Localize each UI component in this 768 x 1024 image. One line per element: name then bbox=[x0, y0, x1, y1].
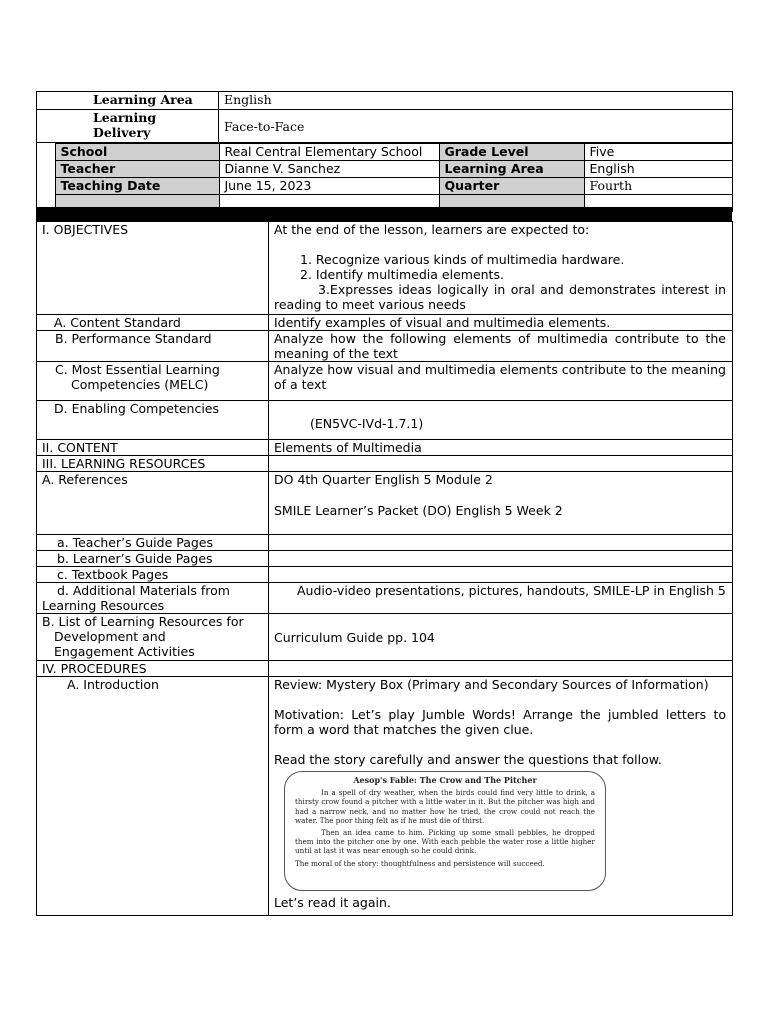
learner-guide-row bbox=[37, 551, 733, 567]
melc-label bbox=[37, 362, 269, 401]
read-again-text: Let’s read it again. bbox=[274, 895, 391, 910]
reference-1: DO 4th Quarter English 5 Module 2 bbox=[274, 472, 493, 487]
quarter-value: Fourth bbox=[584, 178, 733, 195]
teacher-value: Dianne V. Sanchez bbox=[219, 161, 439, 178]
objective-item-1: 1. Recognize various kinds of multimedia hardware. bbox=[300, 252, 625, 267]
additional-label-line2: Learning Resources bbox=[42, 598, 165, 613]
melc-label-line1: C. Most Essential Learning bbox=[55, 362, 220, 377]
list-resources-label-line1: B. List of Learning Resources for bbox=[42, 614, 244, 629]
header-table bbox=[36, 91, 733, 212]
melc-value: Analyze how visual and multimedia elements contribute to the meaning of a text bbox=[269, 362, 733, 401]
additional-materials-label bbox=[37, 583, 269, 614]
list-resources-label-line2: Development and bbox=[54, 629, 166, 644]
learning-delivery-label-line1: Learning bbox=[93, 110, 157, 125]
learning-delivery-label-line2: Delivery bbox=[93, 125, 151, 140]
objectives-intro: At the end of the lesson, learners are expected to: bbox=[274, 222, 590, 237]
learning-area-value: English bbox=[219, 92, 733, 110]
grade-level-value: Five bbox=[584, 144, 733, 161]
teacher-guide-value bbox=[269, 535, 733, 551]
introduction-label: A. Introduction bbox=[37, 677, 269, 916]
textbook-label: c. Textbook Pages bbox=[37, 567, 269, 583]
lesson-plan-table bbox=[36, 221, 733, 916]
fable-title: Aesop's Fable: The Crow and The Pitcher bbox=[353, 775, 537, 785]
performance-standard-label: B. Performance Standard bbox=[37, 331, 269, 362]
fable-moral: The moral of the story: thoughtfulness and persistence will succeed. bbox=[295, 858, 545, 868]
teacher-guide-label: a. Teacher’s Guide Pages bbox=[37, 535, 269, 551]
objective-item-3: 3.Expresses ideas logically in oral and demonstrates interest in reading to meet various needs bbox=[274, 282, 726, 312]
textbook-value bbox=[269, 567, 733, 583]
review-text: Review: Mystery Box (Primary and Secondary Sources of Information) bbox=[274, 677, 709, 692]
procedures-label: IV. PROCEDURES bbox=[37, 661, 269, 677]
resources-label: III. LEARNING RESOURCES bbox=[37, 456, 269, 472]
resources-row bbox=[37, 456, 733, 472]
melc-row bbox=[37, 362, 733, 401]
enabling-row bbox=[37, 401, 733, 440]
school-label: School bbox=[55, 144, 219, 161]
meta-container bbox=[37, 143, 733, 213]
content-label: II. CONTENT bbox=[37, 440, 269, 456]
content-standard-row bbox=[37, 315, 733, 331]
enabling-cell bbox=[269, 401, 733, 440]
additional-materials-row bbox=[37, 583, 733, 614]
references-label: A. References bbox=[37, 472, 269, 535]
performance-standard-row bbox=[37, 331, 733, 362]
quarter-label: Quarter bbox=[439, 178, 584, 195]
learning-area-meta-value: English bbox=[584, 161, 733, 178]
learning-area-row bbox=[37, 92, 733, 110]
motivation-text: Motivation: Let’s play Jumble Words! Arrange the jumbled letters to form a word that matches the given clue. bbox=[274, 707, 726, 737]
objectives-content bbox=[269, 222, 733, 315]
grade-level-label: Grade Level bbox=[439, 144, 584, 161]
content-standard-label: A. Content Standard bbox=[37, 315, 269, 331]
learning-delivery-value: Face-to-Face bbox=[219, 110, 733, 143]
school-value: Real Central Elementary School bbox=[219, 144, 439, 161]
teacher-guide-row bbox=[37, 535, 733, 551]
meta-table bbox=[37, 143, 733, 212]
learning-area-label: Learning Area bbox=[37, 92, 219, 110]
learning-delivery-row bbox=[37, 110, 733, 143]
procedures-row bbox=[37, 661, 733, 677]
learner-guide-value bbox=[269, 551, 733, 567]
section-divider-bar bbox=[36, 207, 732, 221]
objective-item-2: 2. Identify multimedia elements. bbox=[300, 267, 504, 282]
objectives-row bbox=[37, 222, 733, 315]
resources-value bbox=[269, 456, 733, 472]
introduction-row bbox=[37, 677, 733, 916]
content-value: Elements of Multimedia bbox=[269, 440, 733, 456]
read-instruction: Read the story carefully and answer the questions that follow. bbox=[274, 752, 662, 767]
learning-delivery-label bbox=[37, 110, 219, 143]
teaching-date-value: June 15, 2023 bbox=[219, 178, 439, 195]
teaching-date-label: Teaching Date bbox=[55, 178, 219, 195]
references-row bbox=[37, 472, 733, 535]
textbook-row bbox=[37, 567, 733, 583]
learner-guide-label: b. Learner’s Guide Pages bbox=[37, 551, 269, 567]
list-resources-row bbox=[37, 614, 733, 661]
content-standard-value: Identify examples of visual and multimedia elements. bbox=[269, 315, 733, 331]
enabling-value: (EN5VC-IVd-1.7.1) bbox=[310, 416, 424, 431]
list-resources-label bbox=[37, 614, 269, 661]
objectives-label: I. OBJECTIVES bbox=[37, 222, 269, 315]
fable-paragraph-2: Then an idea came to him. Picking up some small pebbles, he dropped them into the pitcher one by one. With each pebble the water rose a little higher until at last it was near enough so he could drink. bbox=[295, 828, 595, 856]
additional-label-line1: d. Additional Materials from bbox=[57, 583, 230, 598]
list-resources-value: Curriculum Guide pp. 104 bbox=[269, 614, 733, 661]
melc-label-line2: Competencies (MELC) bbox=[71, 377, 209, 392]
fable-image bbox=[284, 771, 606, 891]
content-row bbox=[37, 440, 733, 456]
fable-paragraph-1: In a spell of dry weather, when the birds could find very little to drink, a thirsty crow found a pitcher with a little water in it. But the pitcher was high and had a narrow neck, and no matter how he tried, the crow could not reach the water. The poor thing felt as if he must die of thirst. bbox=[295, 788, 595, 825]
procedures-value bbox=[269, 661, 733, 677]
performance-standard-value: Analyze how the following elements of multimedia contribute to the meaning of the text bbox=[269, 331, 733, 362]
enabling-label: D. Enabling Competencies bbox=[37, 401, 269, 440]
references-cell bbox=[269, 472, 733, 535]
additional-materials-value: Audio-video presentations, pictures, handouts, SMILE-LP in English 5 bbox=[269, 583, 733, 614]
learning-area-meta-label: Learning Area bbox=[439, 161, 584, 178]
list-resources-label-line3: Engagement Activities bbox=[54, 644, 195, 659]
introduction-content bbox=[269, 677, 733, 916]
reference-2: SMILE Learner’s Packet (DO) English 5 Week 2 bbox=[274, 503, 563, 518]
teacher-label: Teacher bbox=[55, 161, 219, 178]
